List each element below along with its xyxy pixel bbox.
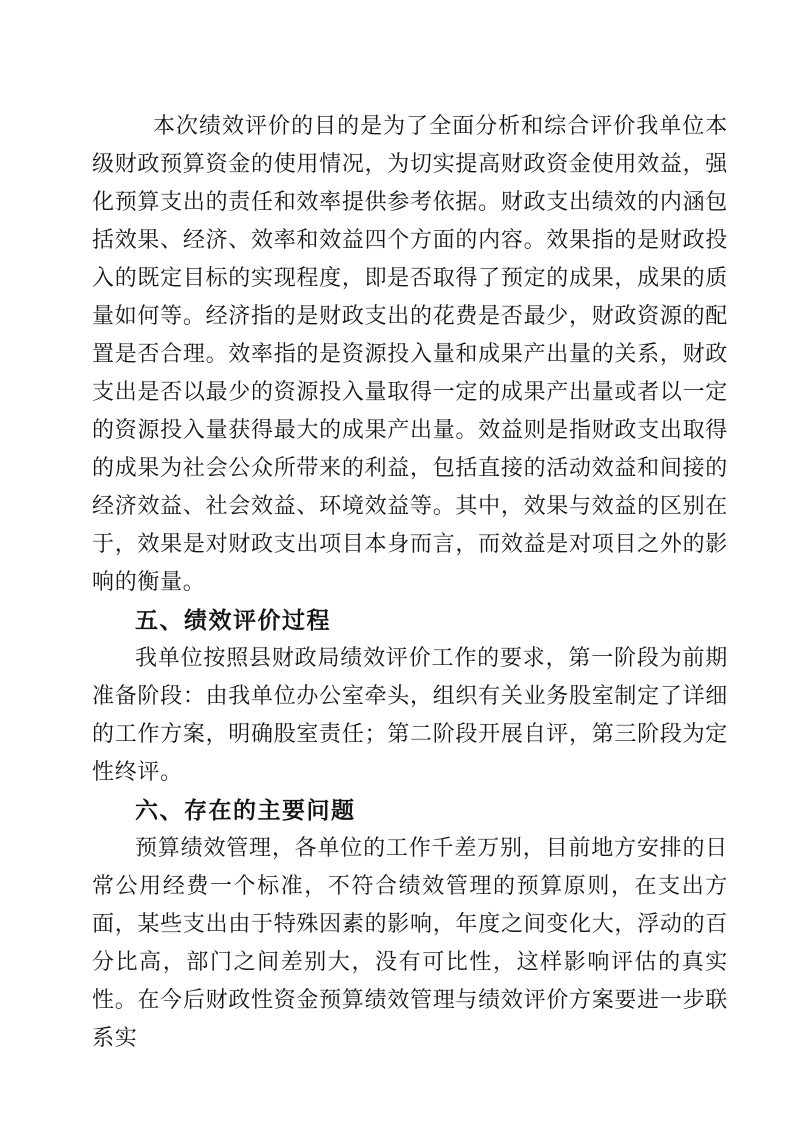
heading-section-5-evaluation-process: 五、绩效评价过程 <box>135 607 331 633</box>
paragraph-main-problems: 预算绩效管理，各单位的工作千差万别，目前地方安排的日常公用经费一个标准，不符合绩效管理的预算原则，在支出方面，某些支出由于特殊因素的影响，年度之间变化大，浮动的百分比高，部门之间差别大，没有可比性，这样影响评估的真实性。在今后财政性资金预算绩效管理与绩效评价方案要进一步联系实 <box>92 835 728 1050</box>
heading-section-6-main-problems: 六、存在的主要问题 <box>135 797 356 823</box>
paragraph-evaluation-process: 我单位按照县财政局绩效评价工作的要求，第一阶段为前期准备阶段：由我单位办公室牵头，组织有关业务股室制定了详细的工作方案，明确股室责任；第二阶段开展自评，第三阶段为定性终评。 <box>92 645 728 784</box>
paragraph-evaluation-purpose: 本次绩效评价的目的是为了全面分析和综合评价我单位本级财政预算资金的使用情况，为切实提高财政资金使用效益，强化预算支出的责任和效率提供参考依据。财政支出绩效的内涵包括效果、经济、效率和效益四个方面的内容。效果指的是财政投入的既定目标的实现程度，即是否取得了预定的成果，成果的质量如何等。经济指的是财政支出的花费是否最少，财政资源的配置是否合理。效率指的是资源投入量和成果产出量的关系，财政支出是否以最少的资源投入量取得一定的成果产出量或者以一定的资源投入量获得最大的成果产出量。效益则是指财政支出取得的成果为社会公众所带来的利益，包括直接的活动效益和间接的经济效益、社会效益、环境效益等。其中，效果与效益的区别在于，效果是对财政支出项目本身而言，而效益是对项目之外的影响的衡量。 <box>92 113 728 594</box>
